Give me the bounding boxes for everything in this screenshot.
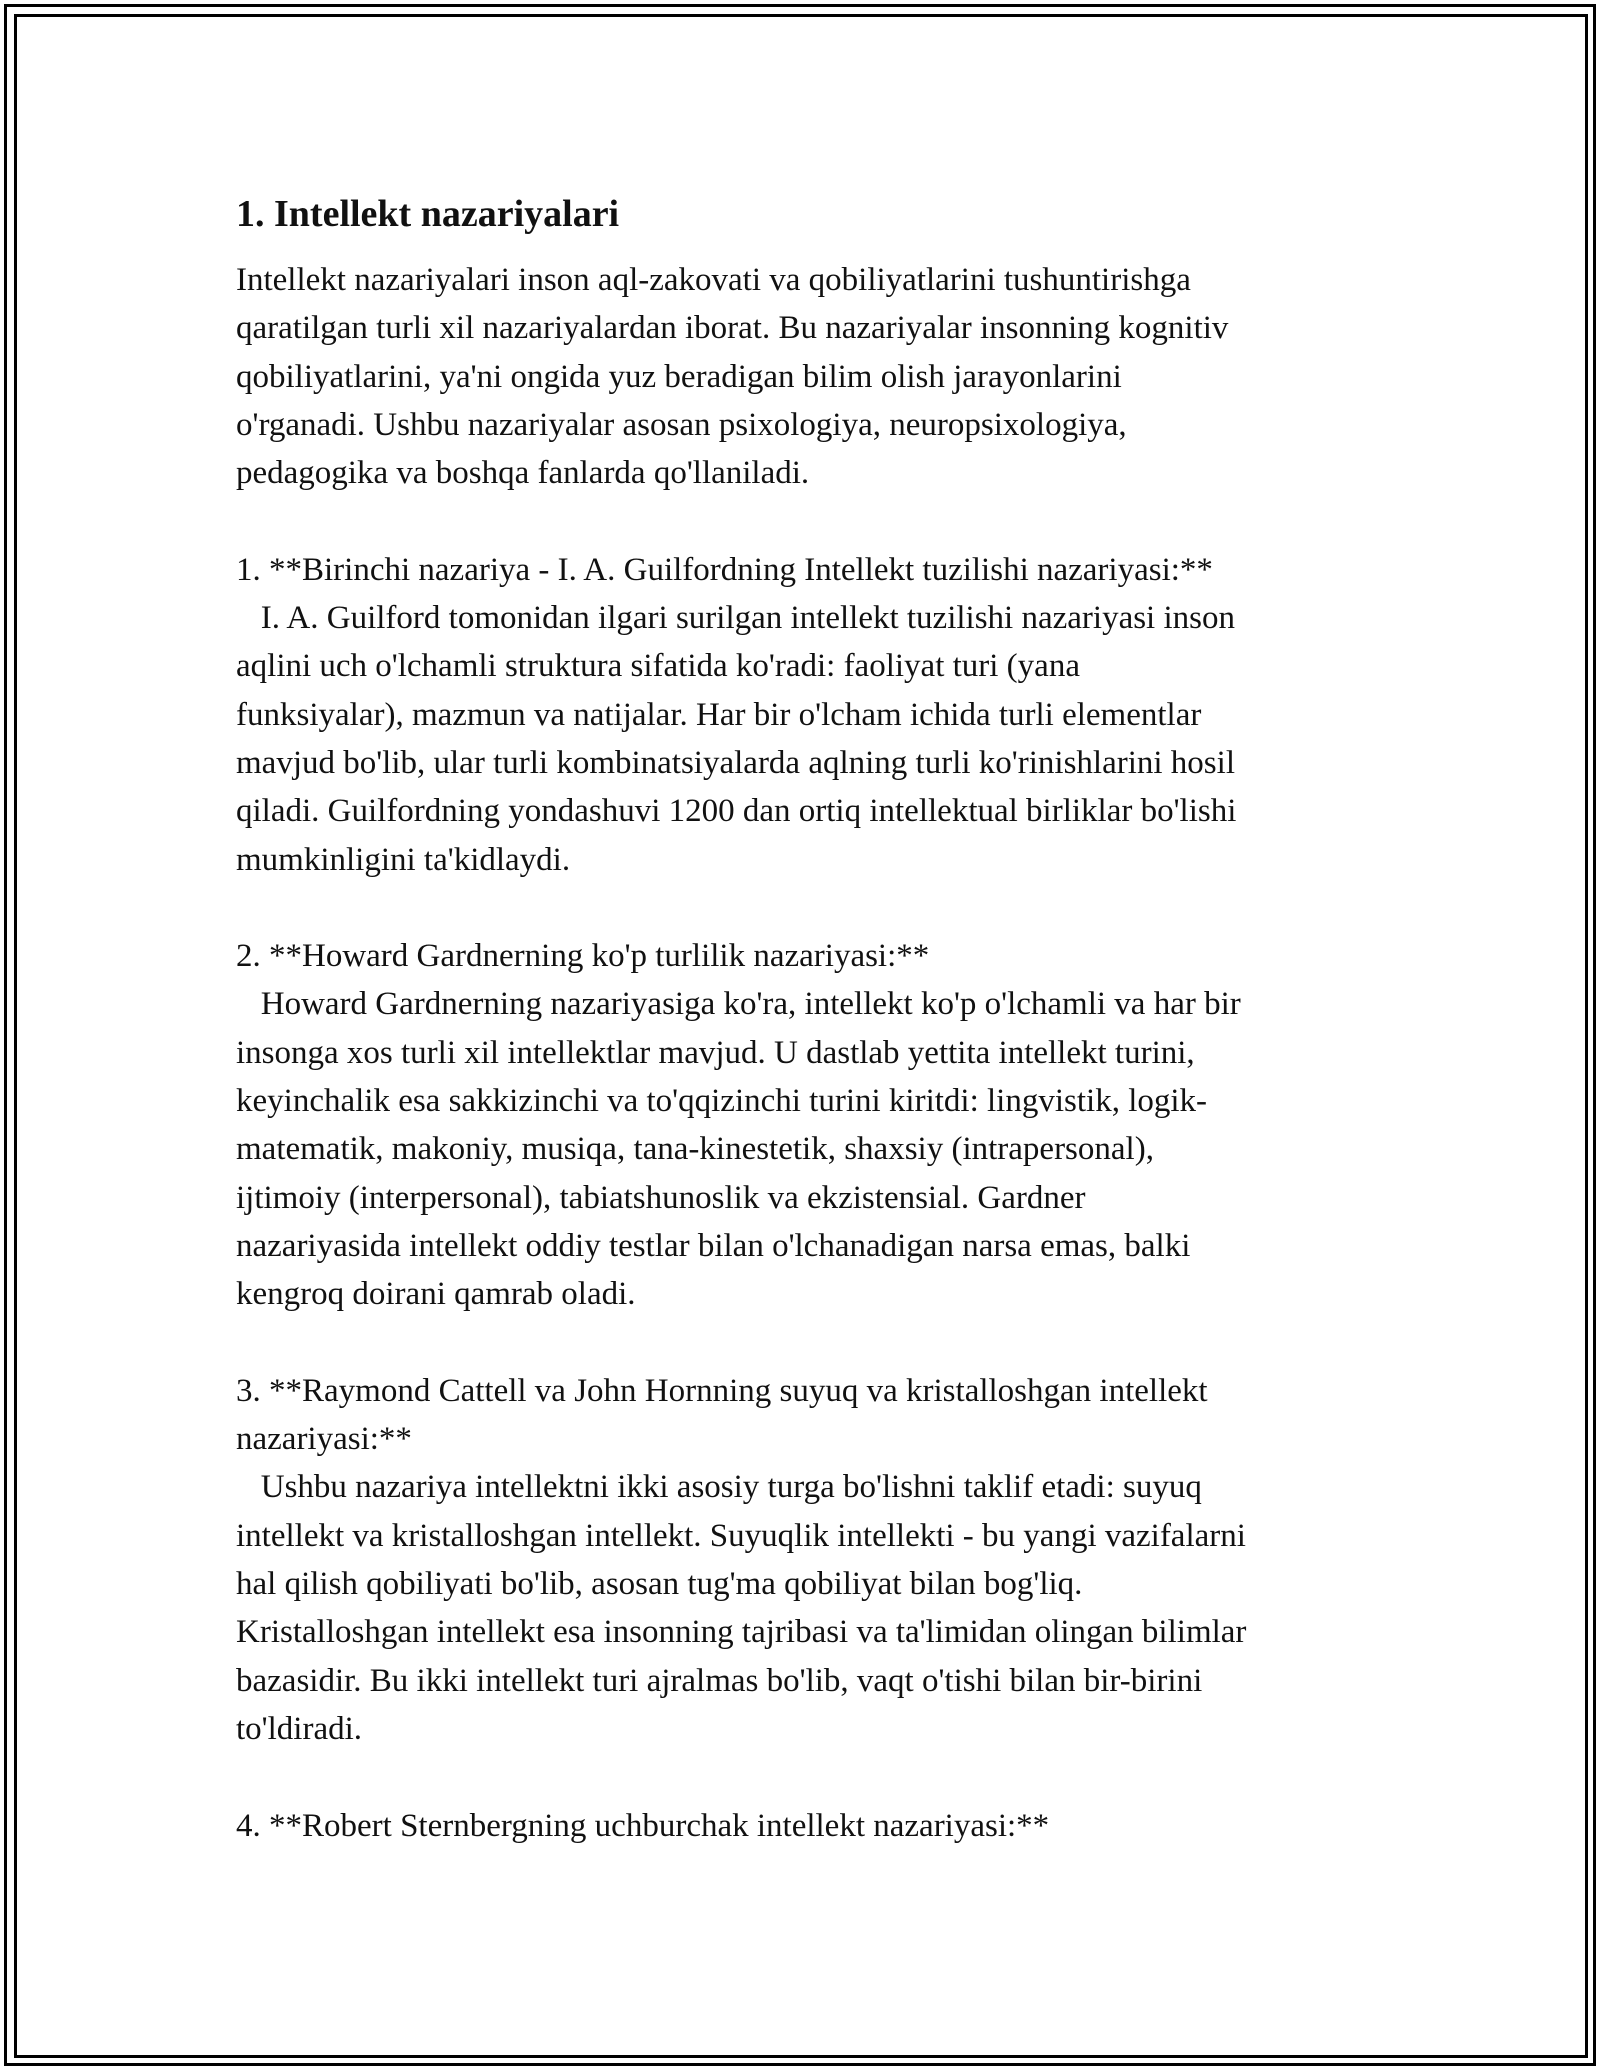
section-title: 3. **Raymond Cattell va John Hornning suyuq va kristalloshgan intellekt [236,1372,1208,1409]
section-title-continued: nazariyasi:** [236,1421,412,1458]
section-line: intellekt va kristalloshgan intellekt. Suyuqlik intellekti - bu yangi vazifalarni [236,1517,1246,1554]
section-line: hal qilish qobiliyati bo'lib, asosan tug'ma qobiliyat bilan bog'liq. [236,1566,1083,1603]
section-title: 4. **Robert Sternbergning uchburchak intellekt nazariyasi:** [236,1807,1050,1844]
section-line: aqlini uch o'lchamli struktura sifatida ko'radi: faoliyat turi (yana [236,648,1080,685]
section-line: matematik, makoniy, musiqa, tana-kinestetik, shaxsiy (intrapersonal), [236,1131,1154,1168]
section-line: Howard Gardnerning nazariyasiga ko'ra, intellekt ko'p o'lchamli va har bir [236,986,1241,1023]
section-line: Ushbu nazariya intellektni ikki asosiy turga bo'lishni taklif etadi: suyuq [236,1469,1202,1506]
section-line: bazasidir. Bu ikki intellekt turi ajralmas bo'lib, vaqt o'tishi bilan bir-birini [236,1662,1203,1699]
intro-line: pedagogika va boshqa fanlarda qo'llaniladi. [236,455,810,492]
section-line: kengroq doirani qamrab oladi. [236,1276,636,1313]
section-line: funksiyalar), mazmun va natijalar. Har bir o'lcham ichida turli elementlar [236,696,1202,733]
document-body [236,186,1386,1850]
section-guilford [236,546,1386,884]
section-line: nazariyasida intellekt oddiy testlar bilan o'lchanadigan narsa emas, balki [236,1227,1191,1264]
section-line: Kristalloshgan intellekt esa insonning tajribasi va ta'limidan olingan bilimlar [236,1614,1247,1651]
paragraph-gap [236,1753,1386,1801]
intro-line: Intellekt nazariyalari inson aql-zakovati va qobiliyatlarini tushuntirishga [236,262,1191,298]
section-line: to'ldiradi. [236,1710,363,1747]
section-title: 1. **Birinchi nazariya - I. A. Guilfordning Intellekt tuzilishi nazariyasi:** [236,551,1213,588]
section-line: keyinchalik esa sakkizinchi va to'qqizinchi turini kiritdi: lingvistik, logik- [236,1083,1208,1120]
document-heading: 1. Intellekt nazariyalari [236,193,620,235]
section-cattell-horn [236,1367,1386,1753]
section-title: 2. **Howard Gardnerning ko'p turlilik nazariyasi:** [236,938,930,975]
intro-paragraph [236,256,1386,497]
section-line: qiladi. Guilfordning yondashuvi 1200 dan ortiq intellektual birliklar bo'lishi [236,793,1237,830]
intro-line: qaratilgan turli xil nazariyalardan iborat. Bu nazariyalar insonning kognitiv [236,310,1229,347]
section-gardner [236,932,1386,1318]
section-line: ijtimoiy (interpersonal), tabiatshunoslik va ekzistensial. Gardner [236,1179,1086,1216]
paragraph-gap [236,497,1386,545]
intro-line: qobiliyatlarini, ya'ni ongida yuz beradigan bilim olish jarayonlarini [236,358,1122,395]
section-line: mavjud bo'lib, ular turli kombinatsiyalarda aqlning turli ko'rinishlarini hosil [236,744,1235,781]
intro-line: o'rganadi. Ushbu nazariyalar asosan psixologiya, neuropsixologiya, [236,406,1127,443]
section-sternberg [236,1802,1386,1850]
paragraph-gap [236,884,1386,932]
section-line: insonga xos turli xil intellektlar mavjud. U dastlab yettita intellekt turini, [236,1034,1195,1071]
section-line: mumkinligini ta'kidlaydi. [236,841,571,878]
paragraph-gap [236,1319,1386,1367]
section-line: I. A. Guilford tomonidan ilgari surilgan intellekt tuzilishi nazariyasi inson [236,600,1235,637]
